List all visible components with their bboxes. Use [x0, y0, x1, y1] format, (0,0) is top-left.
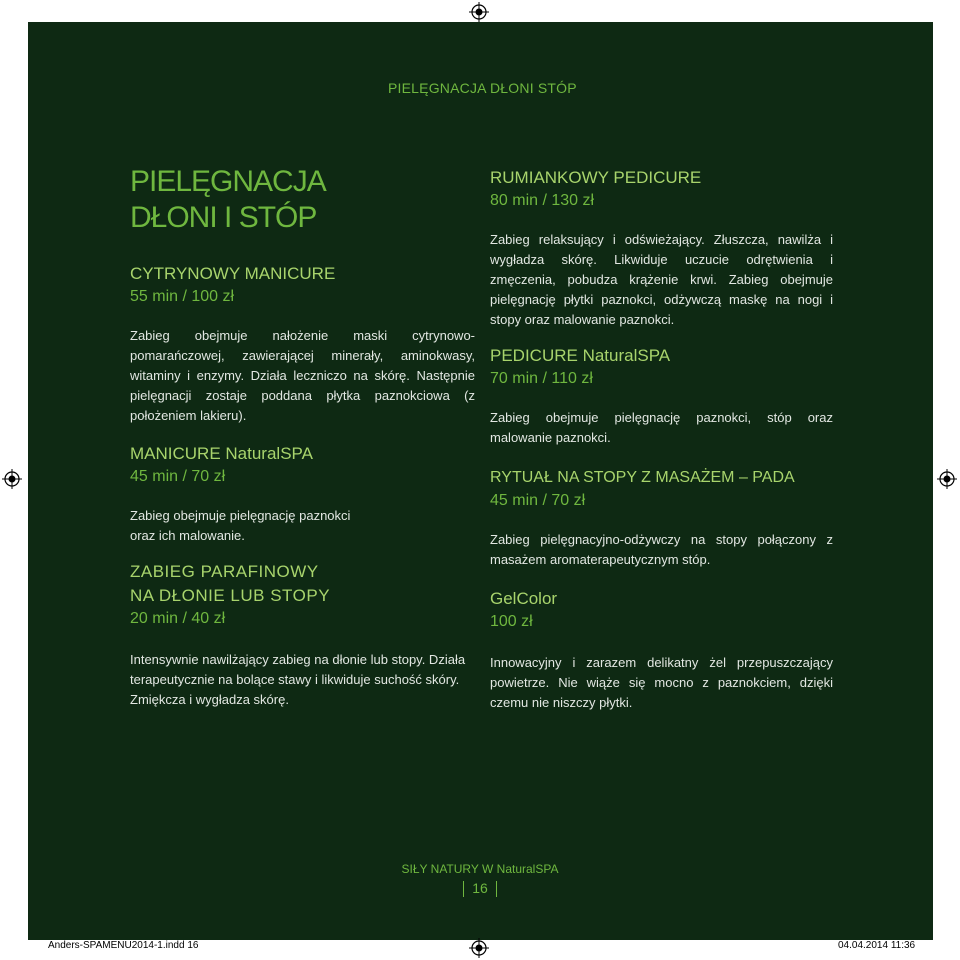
service-description: Zabieg pielęgnacyjno-odżywczy na stopy połączony z masażem aromaterapeutycznym stóp.	[490, 532, 833, 567]
service-title: PEDICURE NaturalSPA	[490, 346, 671, 365]
service-price: 20 min / 40 zł	[130, 610, 226, 627]
registration-mark-icon	[937, 469, 957, 489]
page-number: 16	[472, 880, 488, 896]
service-description: Innowacyjny i zarazem delikatny żel przepuszczający powietrze. Nie wiąże się mocno z paznokciem, dzięki czemu nie niszczy płytki.	[490, 655, 833, 710]
service-manicure-naturalspa	[130, 442, 475, 546]
left-column	[130, 0, 475, 960]
service-gelcolor	[490, 587, 833, 713]
registration-mark-icon	[469, 938, 489, 958]
slug-date: 04.04.2014 11:36	[838, 940, 916, 951]
service-description: Zabieg obejmuje nałożenie maski cytrynowo-pomarańczowej, zawierającej minerały, aminokwasy, witaminy i enzymy. Działa leczniczo na skórę. Następnie pielęgnacji zostaje poddana płytka paznokciowa (z położeniem lakieru).	[130, 328, 475, 423]
service-title-line1: ZABIEG PARAFINOWY	[130, 562, 319, 581]
registration-mark-icon	[2, 469, 22, 489]
page-title-line1: PIELĘGNACJA	[130, 165, 326, 198]
footer-label: SIŁY NATURY W NaturalSPA	[401, 862, 559, 876]
service-description: Zabieg obejmuje pielęgnację paznokci oraz ich malowanie.	[130, 508, 351, 543]
service-price: 70 min / 110 zł	[490, 370, 593, 387]
service-description: Zabieg obejmuje pielęgnację paznokci, stóp oraz malowanie paznokci.	[490, 410, 833, 445]
service-rumiankowy-pedicure	[490, 166, 833, 330]
slug-file-name: Anders-SPAMENU2014-1.indd 16	[48, 940, 199, 951]
service-title-line2: NA DŁONIE LUB STOPY	[130, 586, 331, 605]
page-number-divider-right	[496, 881, 497, 897]
service-price: 45 min / 70 zł	[130, 468, 226, 485]
section-header: PIELĘGNACJA DŁONI STÓP	[388, 80, 577, 96]
registration-mark-icon	[469, 2, 489, 22]
service-rytual-na-stopy	[490, 466, 833, 570]
right-column	[490, 0, 833, 960]
service-title: CYTRYNOWY MANICURE	[130, 264, 336, 283]
page-title-line2: DŁONI I STÓP	[130, 201, 317, 234]
service-title: GelColor	[490, 589, 558, 608]
service-description: Zabieg relaksujący i odświeżający. Złuszcza, nawilża i wygładza skórę. Likwiduje uczucie odrętwienia i zmęczenia, pobudza krążenie krwi. Zabieg obejmuje pielęgnację płytki paznokci, odżywczą maskę na nogi i stopy oraz malowanie paznokci.	[490, 232, 833, 327]
service-price: 55 min / 100 zł	[130, 288, 235, 305]
page-number-block	[0, 880, 960, 897]
page-number-divider-left	[463, 881, 464, 897]
service-zabieg-parafinowy	[130, 560, 475, 710]
service-cytrynowy-manicure	[130, 262, 475, 426]
service-pedicure-naturalspa	[490, 344, 833, 448]
service-title: RYTUAŁ NA STOPY Z MASAŻEM – PADA	[490, 469, 795, 486]
service-description: Intensywnie nawilżający zabieg na dłonie lub stopy. Działa terapeutycznie na bolące stawy i likwiduje suchość skóry. Zmiękcza i wygładza skórę.	[130, 652, 466, 707]
service-title: MANICURE NaturalSPA	[130, 444, 313, 463]
service-price: 100 zł	[490, 613, 533, 630]
service-title: RUMIANKOWY PEDICURE	[490, 168, 702, 187]
service-price: 80 min / 130 zł	[490, 192, 595, 209]
service-price: 45 min / 70 zł	[490, 492, 586, 509]
